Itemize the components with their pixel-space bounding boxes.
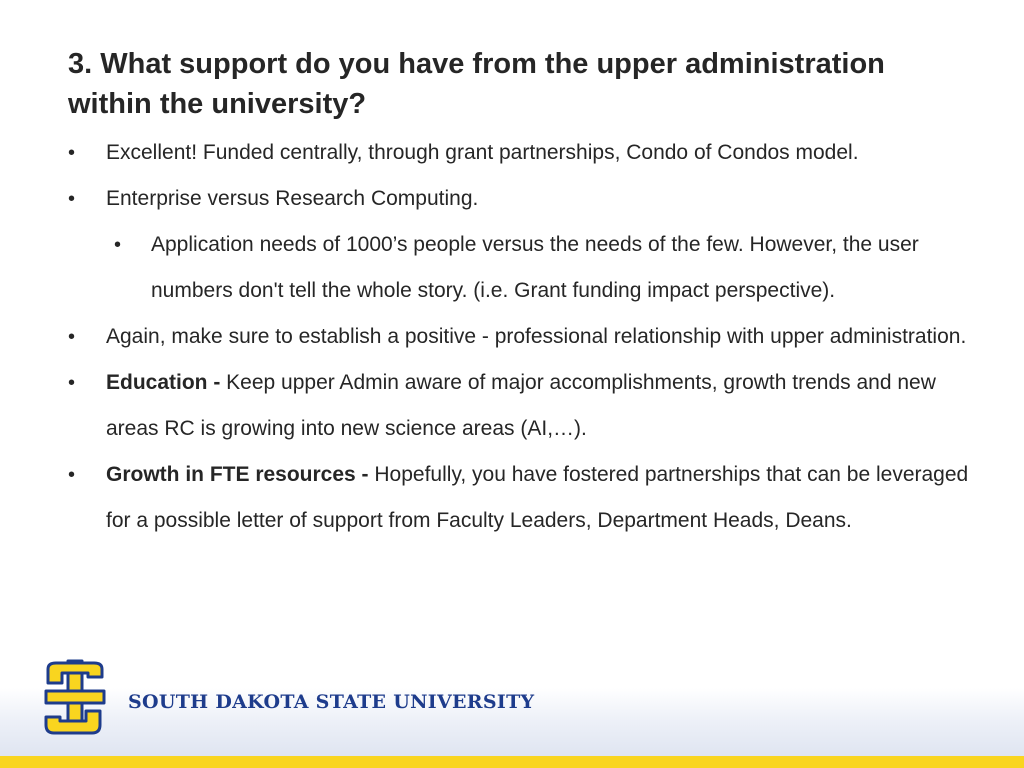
sdsu-logo-icon <box>32 655 116 739</box>
bullet-item <box>68 314 978 360</box>
university-name: SOUTH DAKOTA STATE UNIVERSITY <box>128 691 535 713</box>
bullet-text: Enterprise versus Research Computing. <box>106 187 479 210</box>
sub-bullet-item <box>114 222 978 314</box>
bullet-heading: Growth in FTE resources - <box>106 463 375 486</box>
bullet-heading: Education - <box>106 371 227 394</box>
bullet-item <box>68 360 978 452</box>
footer-stripe <box>0 756 1024 768</box>
bullet-item <box>68 130 978 176</box>
bullet-text: Excellent! Funded centrally, through grant partnerships, Condo of Condos model. <box>106 141 859 164</box>
bullet-item <box>68 452 978 544</box>
bullet-item <box>68 176 978 222</box>
bullet-text: Again, make sure to establish a positive - professional relationship with upper administration. <box>106 325 967 348</box>
bullet-text: Keep upper Admin aware of major accomplishments, growth trends and new areas RC is growing into new science areas (AI,…). <box>106 371 936 440</box>
bullet-text: Application needs of 1000’s people versus the needs of the few. However, the user numbers don't tell the whole story. (i.e. Grant funding impact perspective). <box>151 233 919 302</box>
bullet-list <box>68 130 978 544</box>
bullet-text: Hopefully, you have fostered partnerships that can be leveraged for a possible letter of support from Faculty Leaders, Department Heads, Deans. <box>106 463 969 532</box>
slide-title: 3. What support do you have from the upper administration within the university? <box>68 48 885 120</box>
